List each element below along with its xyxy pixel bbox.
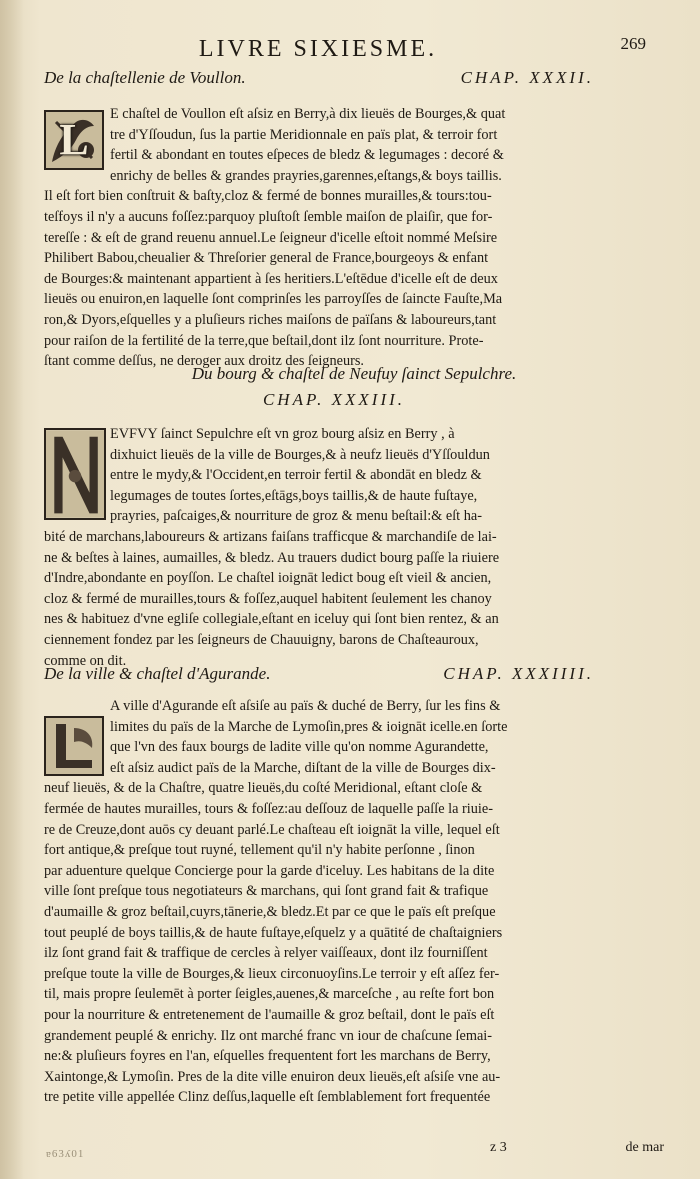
text-line: Il eſt fort bien conſtruit & baſty,cloz & fermé de bonnes murailles,& tours:tou- (44, 188, 492, 205)
chapter-body (44, 424, 664, 671)
chapter-34 (44, 664, 664, 1108)
text-line: pour la nourriture & entretenement de l'aumaille & groz beſtail, dont le païs eſt (44, 1006, 495, 1023)
woodcut-initial-icon (44, 716, 104, 776)
text-line: tre petite ville appellée Clinz deſſus,laquelle eſt ſemblablement fort frequentée (44, 1089, 491, 1106)
text-line: grandement peuplé & enrichy. Ilz ont marché franc vn iour de chaſcune ſemai- (44, 1027, 493, 1044)
chapter-body (44, 696, 664, 1108)
chapter-heading (44, 68, 664, 92)
text-line: entre le mydy,& l'Occident,en terroir fertil & abondāt en bledz & (110, 467, 482, 484)
chapter-number: CHAP. XXXIII. (262, 390, 406, 409)
page-gutter-shadow (0, 0, 24, 1179)
text-line: ſtant comme deſſus, ne deroger aux droitz des ſeigneurs. (44, 353, 364, 370)
text-line: Xaintonge,& Lymoſin. Pres de la dite ville enuiron deux lieuës,eſt aſsiſe vne au- (44, 1068, 501, 1085)
chapter-title: Du bourg & chaſtel de Neufuy ſainct Sepulchre. (191, 364, 517, 383)
text-line: A ville d'Agurande eſt aſsiſe au païs & duché de Berry, ſur les fins & (110, 698, 501, 714)
text-line: cloz & fermé de murailles,tours & foſſez,auquel habitent ſeulement les chanoy (44, 590, 492, 607)
text-line: tereſſe : & eſt de grand reuenu annuel.Le ſeigneur d'icelle eſtoit nommé Meſsire (44, 229, 498, 246)
chapter-heading (44, 664, 664, 688)
initial-letter: L (59, 114, 89, 164)
text-line: preſque toute la ville de Bourges,& lieux circonuoyſins.Le terroir y eſt aſſez fer- (44, 965, 500, 982)
text-line: prayries, paſcaiges,& nourriture de groz & menu beſtail:& eſt ha- (110, 508, 482, 525)
text-line: bité de marchans,laboureurs & artizans faiſans trafficque & marchandiſe de lai- (44, 528, 497, 545)
text-line: neuf lieuës, & de la Chaſtre, quatre lieuës,du coſté Meridional, eſtant cloſe & (44, 780, 483, 797)
text-line: lieuës ou enuiron,en laquelle ſont comprinſes les parroyſſes de ſaincte Fauſte,Ma (44, 291, 503, 308)
woodcut-initial-icon (44, 110, 104, 170)
text-line: dixhuict lieuës de la ville de Bourges,& à neufz lieuës d'Yſſouldun (110, 446, 490, 463)
text-line: de Bourges:& maintenant appartient à ſes heritiers.L'eſtēdue d'icelle eſt de deux (44, 270, 498, 287)
text-line: d'aumaille & groz beſtail,cuyrs,tānerie,& bledz.Et par ce que le païs eſt preſque (44, 903, 496, 920)
text-line: fermée de hautes murailles, tours & foſſez:au deſſouz de laquelle paſſe la riuie- (44, 800, 493, 817)
chapter-title: De la ville & chaſtel d'Agurande. (44, 664, 271, 683)
text-line: eſt aſsiz audict païs de la Marche, diſtant de la ville de Bourges dix- (110, 759, 496, 776)
text-line: tre d'Yſſoudun, ſus la partie Meridionnale en païs plat, & terroir fort (110, 126, 498, 143)
signature-mark: z 3 (490, 1140, 507, 1155)
text-line: teſfoys il n'y a aucuns foſſez:parquoy pluſtoſt ſemble maiſon de plaiſir, que for- (44, 208, 493, 225)
text-line: EVFVY ſainct Sepulchre eſt vn groz bourg aſsiz en Berry , à (110, 426, 455, 442)
woodcut-ornament (46, 718, 102, 774)
text-line: ne & beſtes à laines, aumailles, & bledz. Au trauers dudict bourg paſſe la riuiere (44, 549, 500, 566)
text-line: fertil & abondant en toutes eſpeces de bledz & legumages : decoré & (110, 147, 504, 164)
folio-number: 269 (620, 34, 646, 53)
text-line: ilz ſont grand fait & traffique de cercles à relyer vaiſſeaux, dont ilz fourniſſent (44, 945, 488, 962)
chapter-number: CHAP. XXXIIII. (443, 664, 594, 683)
text-line: que l'vn des faux bourgs de ladite ville qu'on nomme Agurandette, (110, 739, 489, 756)
text-line: par aduenture quelque Concierge pour la garde d'iceluy. Les habitans de la dite (44, 862, 495, 879)
chapter-number: CHAP. XXXII. (460, 68, 594, 87)
text-line: ville ſont preſque tous negotiateurs & marchans, qui ſont grand fait & trafique (44, 883, 489, 900)
text-line: enrichy de belles & grandes prayries,garennes,eſtangs,& boys taillis. (110, 167, 502, 184)
stray-mark: ɐ63ʎ01 (46, 1148, 85, 1160)
chapter-33 (44, 364, 664, 671)
text-line: E chaſtel de Voullon eſt aſsiz en Berry,à dix lieuës de Bourges,& quat (110, 106, 506, 122)
catchword: de mar (625, 1140, 664, 1155)
text-line: legumages de toutes ſortes,eſtāgs,boys taillis,& de haute fuſtaye, (110, 487, 478, 504)
woodcut-ornament (46, 430, 104, 518)
text-line: nes & habituez d'vne egliſe collegiale,eſtant en iceluy qui ſont bien rentez, & an (44, 611, 499, 628)
text-line: ron,& Dyors,eſquelles y a pluſieurs riches maiſons de païſans & laboureurs,tant (44, 311, 497, 328)
text-line: pour raiſon de la fertilité de la terre,que beſtail,dont ilz ſont nourriture. Prote- (44, 332, 484, 349)
chapter-32 (44, 68, 664, 372)
chapter-body (44, 104, 664, 372)
running-head: LIVRE SIXIESME. (198, 36, 438, 62)
text-line: tout peuplé de boys taillis,& de haute fuſtaye,eſquelz y a quātité de chaſtaigniers (44, 924, 503, 941)
text-line: d'Indre,abondante en poyſſon. Le chaſtel ioignāt ledict boug eſt vieil & ancien, (44, 570, 492, 587)
text-line: Philibert Babou,cheualier & Threſorier general de France,bourgeoys & enfant (44, 250, 489, 267)
text-line: ciennement fondez par les ſeigneurs de Chauuigny, barons de Chaſteauroux, (44, 631, 479, 648)
text-line: til, mais propre ſeulemēt à porter ſeigles,auenes,& marceſche , au reſte fort bon (44, 986, 495, 1003)
text-line: limites du païs de la Marche de Lymoſin,pres & ioignāt icelle.en ſorte (110, 718, 508, 735)
woodcut-initial-icon (44, 428, 106, 520)
text-line: fort antique,& preſque tout ruyné, tellement qu'il n'y habite perſonne , ſinon (44, 842, 475, 859)
text-line: re de Creuze,dont auōs cy deuant parlé.Le chaſteau eſt ioignāt la ville, lequel eſt (44, 821, 500, 838)
text-line: comme on dit. (44, 652, 127, 669)
chapter-title: De la chaſtellenie de Voullon. (44, 68, 246, 87)
text-line: ne:& pluſieurs foyres en l'an, eſquelles frequentent fort les marchans de Berry, (44, 1048, 491, 1065)
